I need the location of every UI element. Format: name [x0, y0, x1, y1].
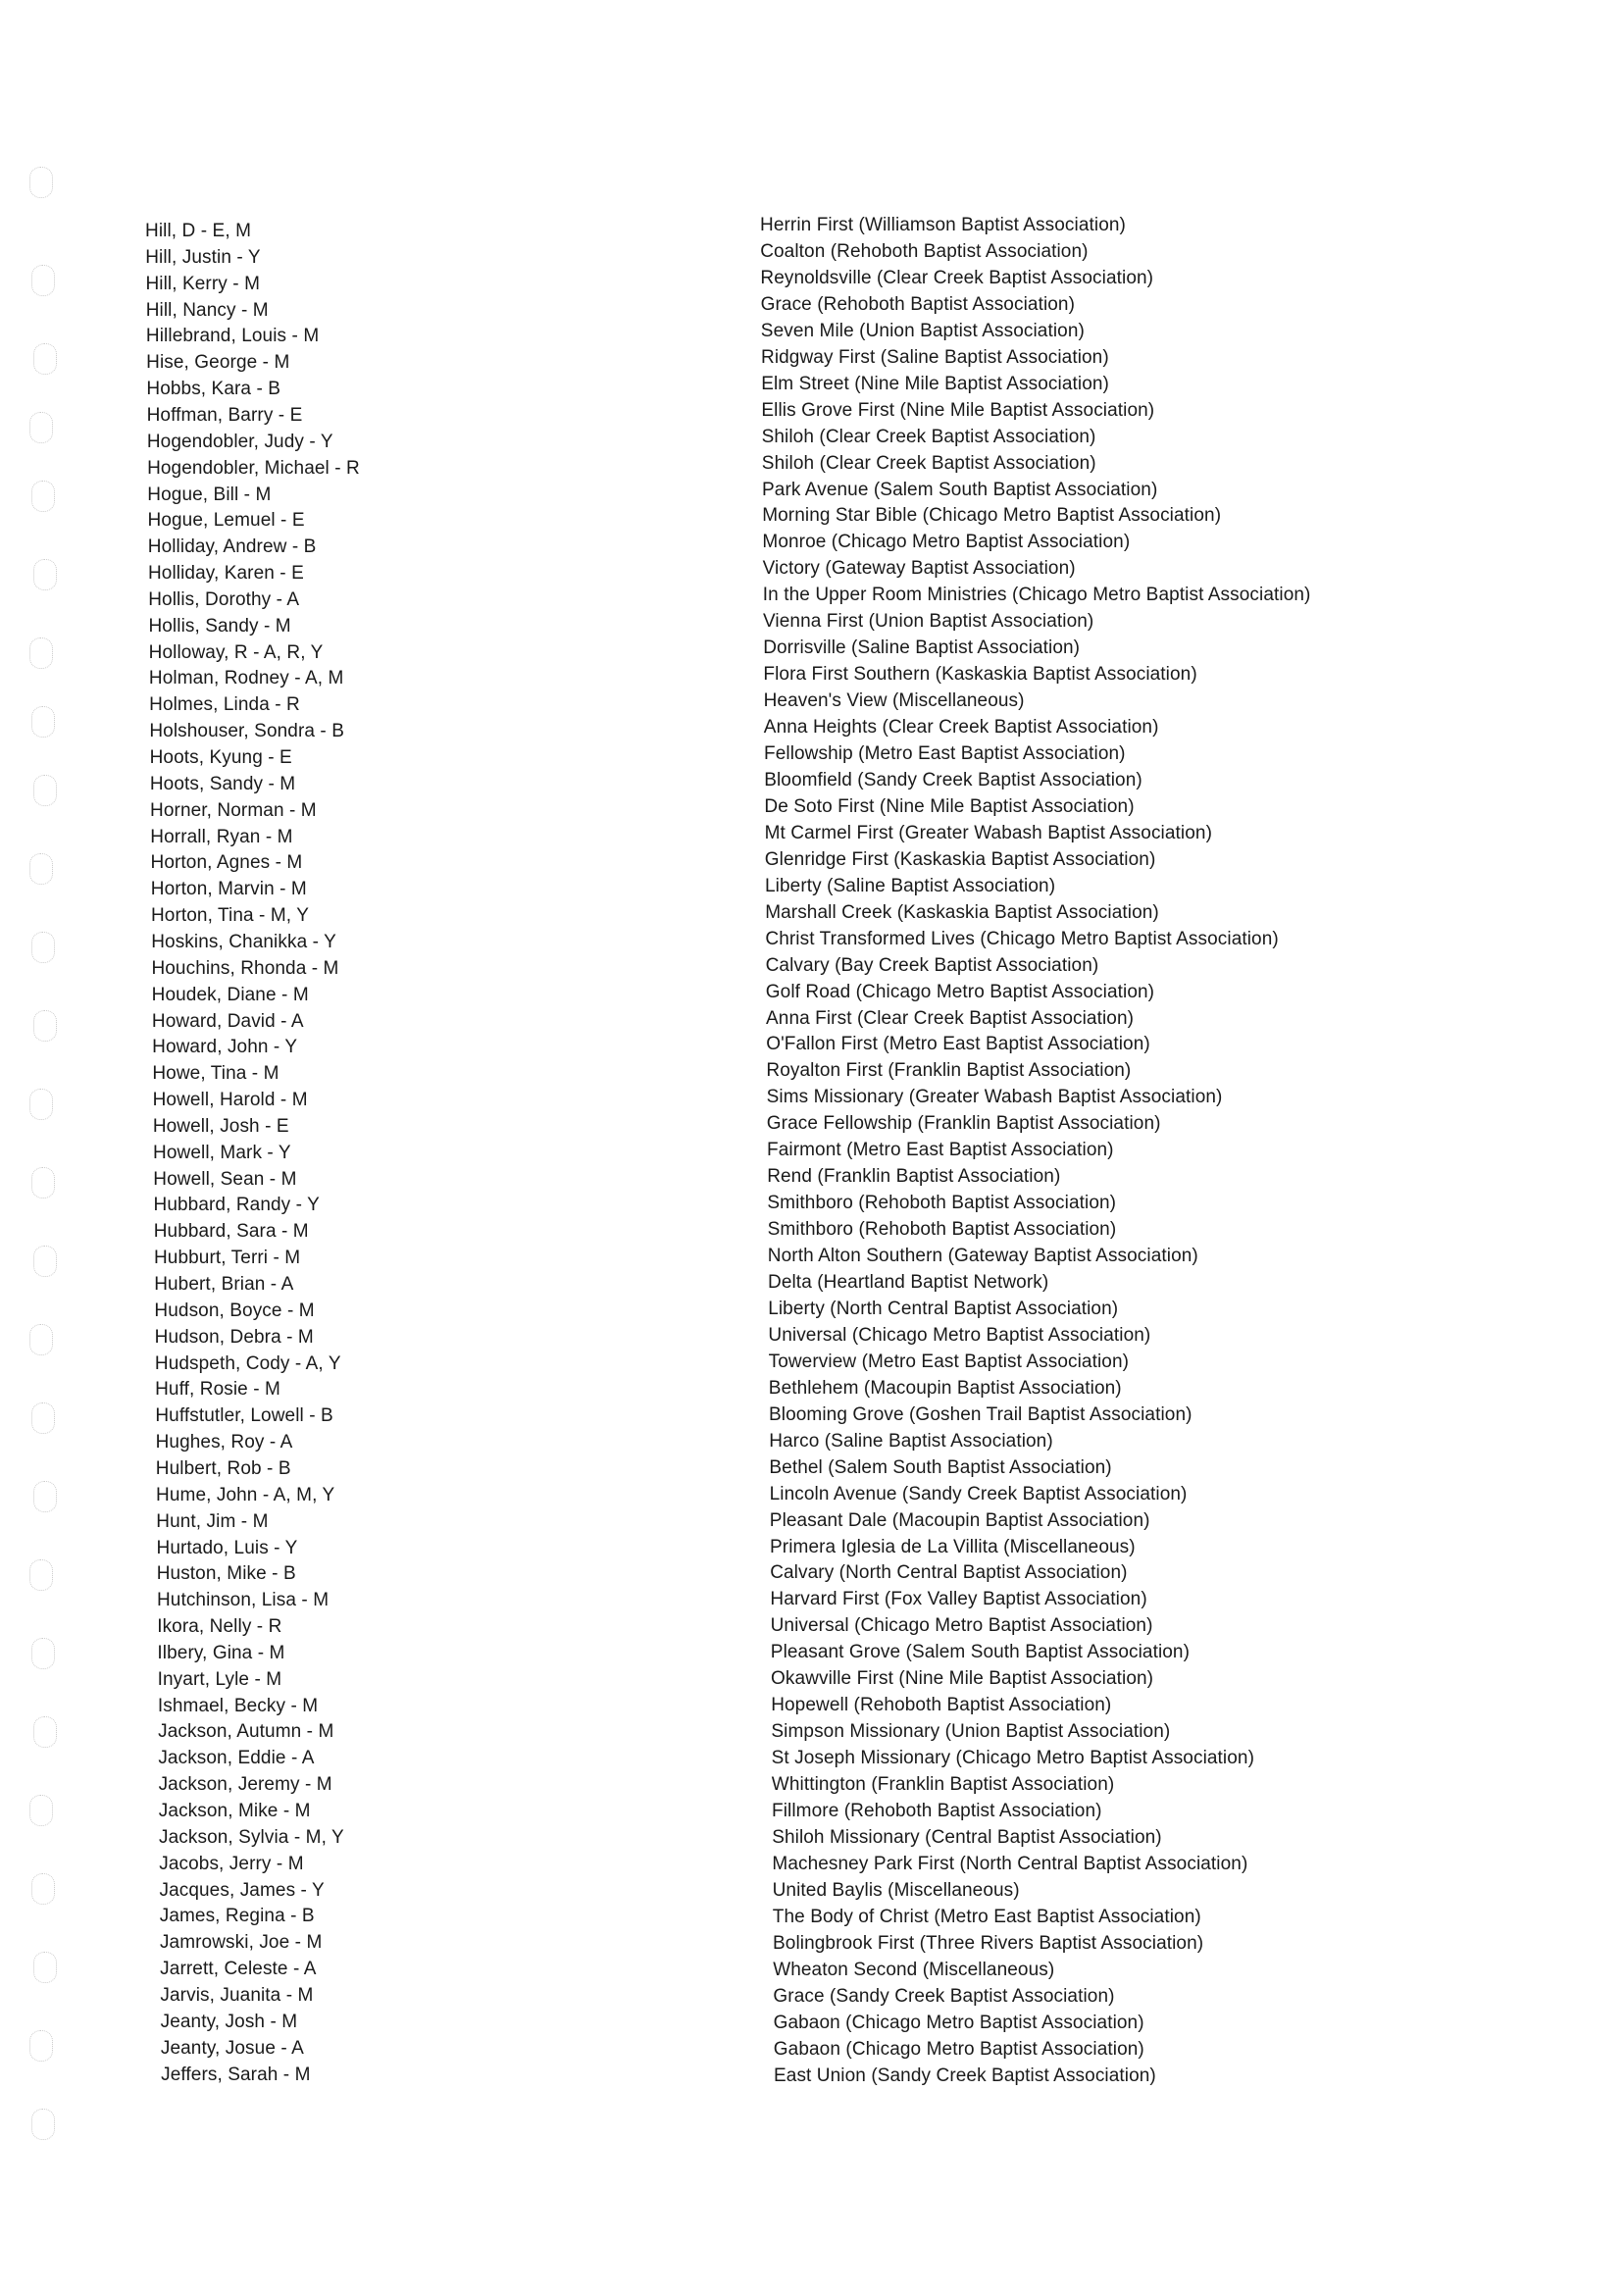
roster-church: In the Upper Room Ministries (Chicago Metro Baptist Association) [762, 585, 1311, 606]
roster-church: Grace Fellowship (Franklin Baptist Association) [766, 1113, 1161, 1135]
roster-church: North Alton Southern (Gateway Baptist Association) [767, 1246, 1198, 1267]
hole-mark [31, 481, 55, 512]
roster-name: Horton, Marvin - M [150, 879, 307, 900]
roster-name: Horton, Tina - M, Y [150, 905, 309, 927]
hole-mark [33, 1481, 57, 1512]
roster-name: Hunt, Jim - M [156, 1510, 269, 1532]
roster-name: Hogendobler, Judy - Y [146, 431, 333, 452]
hole-mark [31, 265, 55, 296]
roster-name: Ilbery, Gina - M [157, 1642, 285, 1663]
roster-church: Bolingbrook First (Three Rivers Baptist Association) [773, 1932, 1204, 1954]
roster-church: Shiloh Missionary (Central Baptist Association) [772, 1826, 1162, 1848]
roster-church: Okawville First (Nine Mile Baptist Association) [771, 1668, 1154, 1690]
roster-name: Howell, Harold - M [152, 1090, 308, 1111]
roster-church: Harvard First (Fox Valley Baptist Association) [770, 1589, 1147, 1610]
roster-church: Pleasant Grove (Salem South Baptist Association) [770, 1642, 1191, 1663]
roster-church: Seven Mile (Union Baptist Association) [760, 320, 1085, 341]
roster-church: Machesney Park First (North Central Baptist Association) [772, 1853, 1248, 1874]
roster-name: Hudspeth, Cody - A, Y [154, 1352, 341, 1374]
hole-mark [33, 343, 57, 375]
roster-name: Jeanty, Josh - M [160, 2011, 298, 2032]
roster-church: O'Fallon First (Metro East Baptist Association) [766, 1034, 1150, 1055]
roster-name: Holloway, R - A, R, Y [148, 641, 324, 663]
roster-name: Houdek, Diane - M [151, 984, 309, 1005]
hole-mark [29, 412, 53, 443]
roster-church: Pleasant Dale (Macoupin Baptist Association) [769, 1509, 1150, 1531]
roster-name: Howard, John - Y [152, 1037, 298, 1058]
roster-name: Hutchinson, Lisa - M [156, 1590, 330, 1611]
roster-name: Hollis, Sandy - M [148, 615, 291, 637]
roster-church: Bethel (Salem South Baptist Association) [769, 1456, 1112, 1478]
roster-church: Heaven's View (Miscellaneous) [763, 690, 1025, 712]
roster-church: Monroe (Chicago Metro Baptist Association) [762, 532, 1131, 553]
hole-mark [33, 1246, 57, 1277]
roster-name: Hubbard, Sara - M [153, 1221, 309, 1243]
roster-church: Gabaon (Chicago Metro Baptist Association) [773, 2038, 1144, 2060]
roster-church: Wheaton Second (Miscellaneous) [773, 1959, 1055, 1980]
roster-church: Glenridge First (Kaskaskia Baptist Association) [764, 848, 1156, 870]
roster-name: Holshouser, Sondra - B [149, 721, 344, 742]
roster-name: Hurtado, Luis - Y [156, 1537, 298, 1558]
roster-church: The Body of Christ (Metro East Baptist Association) [772, 1906, 1201, 1927]
roster-name: Howell, Mark - Y [153, 1142, 291, 1163]
roster-church: Lincoln Avenue (Sandy Creek Baptist Association) [769, 1483, 1188, 1504]
roster-name: Huston, Mike - B [156, 1563, 296, 1585]
hole-mark [31, 1167, 55, 1198]
roster-name: Howard, David - A [151, 1010, 304, 1032]
hole-mark [29, 1324, 53, 1355]
roster-name: Horrall, Ryan - M [150, 826, 293, 847]
hole-mark [31, 1402, 55, 1434]
roster-church: Bloomfield (Sandy Creek Baptist Association) [764, 769, 1142, 790]
roster-church: Flora First Southern (Kaskaskia Baptist Association) [763, 664, 1197, 686]
roster-church: Calvary (Bay Creek Baptist Association) [765, 954, 1099, 976]
roster-name: Huffstutler, Lowell - B [155, 1405, 333, 1427]
roster-church: Delta (Heartland Baptist Network) [768, 1272, 1049, 1293]
roster-name: Houchins, Rhonda - M [151, 957, 339, 979]
roster-church: Morning Star Bible (Chicago Metro Baptist Association) [762, 505, 1222, 527]
roster-church: Simpson Missionary (Union Baptist Association) [771, 1721, 1171, 1743]
roster-church: Hopewell (Rehoboth Baptist Association) [771, 1695, 1112, 1716]
roster-name: Hubert, Brian - A [154, 1274, 294, 1295]
hole-mark [31, 1638, 55, 1669]
roster-church: Fellowship (Metro East Baptist Association) [764, 743, 1126, 764]
roster-name: Inyart, Lyle - M [157, 1668, 282, 1690]
hole-mark [29, 167, 53, 198]
roster-name: Howe, Tina - M [152, 1063, 279, 1085]
roster-name: Holman, Rodney - A, M [148, 668, 344, 689]
roster-church: St Joseph Missionary (Chicago Metro Baptist Association) [771, 1748, 1255, 1769]
roster-name: Hill, D - E, M [145, 221, 252, 241]
hole-mark [33, 775, 57, 806]
roster-church: Grace (Rehoboth Baptist Association) [760, 293, 1076, 315]
roster-church: Universal (Chicago Metro Baptist Association) [768, 1324, 1151, 1346]
roster-name: Ikora, Nelly - R [157, 1616, 282, 1638]
roster-name: Jarrett, Celeste - A [160, 1959, 317, 1980]
roster-name: Jackson, Jeremy - M [158, 1774, 332, 1796]
roster-name: Horner, Norman - M [150, 799, 317, 821]
roster-church: Ellis Grove First (Nine Mile Baptist Association) [761, 399, 1155, 421]
roster-name: Jacques, James - Y [159, 1879, 325, 1901]
roster-name: Jacobs, Jerry - M [159, 1853, 304, 1874]
roster-name: Huff, Rosie - M [155, 1379, 280, 1401]
hole-mark [33, 559, 57, 590]
roster-church: Reynoldsville (Clear Creek Baptist Association) [760, 267, 1154, 288]
roster-church: Fillmore (Rehoboth Baptist Association) [772, 1801, 1102, 1821]
roster-name: Hulbert, Rob - B [155, 1457, 291, 1479]
roster-church: Herrin First (Williamson Baptist Association) [760, 215, 1126, 235]
roster-church: Universal (Chicago Metro Baptist Association) [770, 1615, 1153, 1637]
roster-church: Ridgway First (Saline Baptist Association) [761, 346, 1109, 368]
roster-name: Ishmael, Becky - M [157, 1695, 319, 1716]
roster-church: Smithboro (Rehoboth Baptist Association) [767, 1193, 1117, 1214]
roster-church: Royalton First (Franklin Baptist Association) [766, 1060, 1132, 1082]
roster-name: Hoots, Kyung - E [149, 747, 292, 768]
roster-church: Smithboro (Rehoboth Baptist Association) [767, 1219, 1117, 1241]
roster-church: Harco (Saline Baptist Association) [769, 1430, 1053, 1452]
roster-church: Grace (Sandy Creek Baptist Association) [773, 1985, 1115, 2007]
hole-mark [33, 1010, 57, 1042]
roster-church: Anna Heights (Clear Creek Baptist Association) [763, 717, 1159, 739]
roster-church: East Union (Sandy Creek Baptist Association) [774, 2065, 1156, 2086]
roster-church: Whittington (Franklin Baptist Association) [771, 1774, 1115, 1796]
hole-mark [29, 637, 53, 669]
roster-name: Jamrowski, Joe - M [159, 1932, 323, 1954]
roster-name: Horton, Agnes - M [150, 852, 303, 874]
roster-church: Liberty (Saline Baptist Association) [765, 875, 1056, 896]
roster-name: Hill, Justin - Y [145, 246, 261, 268]
roster-church: Rend (Franklin Baptist Association) [767, 1166, 1061, 1188]
roster-church: Mt Carmel First (Greater Wabash Baptist Association) [764, 822, 1212, 843]
roster-name: Jeffers, Sarah - M [161, 2064, 311, 2085]
roster-name: Hobbs, Kara - B [146, 379, 281, 400]
roster-church: United Baylis (Miscellaneous) [772, 1879, 1020, 1901]
roster-church: Towerview (Metro East Baptist Association) [768, 1351, 1130, 1372]
roster-name: Hudson, Debra - M [154, 1326, 314, 1348]
roster-name: Hoskins, Chanikka - Y [151, 931, 336, 952]
roster-name: Holliday, Karen - E [147, 563, 304, 585]
roster-name: Hollis, Dorothy - A [148, 588, 300, 610]
roster-name: Jarvis, Juanita - M [160, 1984, 314, 2006]
roster-church: Bethlehem (Macoupin Baptist Association) [768, 1377, 1122, 1399]
roster-church: Primera Iglesia de La Villita (Miscellaneous) [770, 1536, 1136, 1557]
roster-church: Golf Road (Chicago Metro Baptist Association) [765, 981, 1155, 1002]
roster-church: Victory (Gateway Baptist Association) [762, 558, 1076, 580]
roster-church: Dorrisville (Saline Baptist Association) [763, 637, 1081, 659]
roster-name: James, Regina - B [159, 1906, 315, 1927]
roster-name: Hise, George - M [146, 352, 290, 374]
roster-name: Hill, Nancy - M [145, 299, 269, 321]
roster-name: Holliday, Andrew - B [147, 536, 317, 558]
hole-mark [31, 1873, 55, 1905]
roster-name: Hogue, Bill - M [147, 484, 272, 505]
roster-name: Hill, Kerry - M [145, 273, 261, 294]
hole-mark [29, 1559, 53, 1591]
hole-mark [29, 1089, 53, 1120]
hole-mark [31, 706, 55, 738]
roster-name: Hoffman, Barry - E [146, 404, 303, 426]
roster-church: De Soto First (Nine Mile Baptist Association) [764, 795, 1135, 817]
hole-mark [29, 1795, 53, 1826]
hole-mark [29, 853, 53, 885]
roster-church: Coalton (Rehoboth Baptist Association) [760, 240, 1089, 262]
roster-name: Howell, Sean - M [153, 1168, 297, 1190]
roster-name: Howell, Josh - E [152, 1115, 289, 1137]
hole-mark [33, 1716, 57, 1748]
roster-name: Hoots, Sandy - M [149, 773, 296, 794]
roster-name: Hubbard, Randy - Y [153, 1195, 320, 1216]
roster-name: Jackson, Autumn - M [158, 1721, 334, 1743]
roster-name: Hudson, Boyce - M [154, 1300, 315, 1321]
roster-name: Jackson, Mike - M [158, 1801, 311, 1821]
roster-church: Blooming Grove (Goshen Trail Baptist Association) [769, 1403, 1193, 1425]
roster-church: Sims Missionary (Greater Wabash Baptist Association) [766, 1087, 1223, 1108]
roster-name: Jackson, Sylvia - M, Y [159, 1826, 344, 1848]
roster-church: Calvary (North Central Baptist Association) [770, 1562, 1128, 1584]
binder-hole-marks [22, 147, 80, 2158]
roster-name: Hughes, Roy - A [155, 1432, 293, 1453]
roster-name: Holmes, Linda - R [149, 694, 300, 716]
roster-church: Park Avenue (Salem South Baptist Association) [762, 479, 1158, 500]
roster-name: Hillebrand, Louis - M [145, 326, 320, 347]
roster-church: Shiloh (Clear Creek Baptist Association) [761, 452, 1096, 474]
hole-mark [29, 2030, 53, 2062]
roster-name: Hogendobler, Michael - R [147, 457, 360, 479]
roster-church: Vienna First (Union Baptist Association) [763, 611, 1094, 633]
roster-name: Hubburt, Terri - M [153, 1248, 301, 1269]
roster-name: Hogue, Lemuel - E [147, 510, 305, 532]
roster-church: Elm Street (Nine Mile Baptist Association) [761, 373, 1109, 394]
roster-name: Jeanty, Josue - A [160, 2037, 304, 2059]
roster-church: Liberty (North Central Baptist Association) [768, 1298, 1119, 1319]
roster-church: Marshall Creek (Kaskaskia Baptist Association) [765, 901, 1159, 923]
roster-church: Shiloh (Clear Creek Baptist Association) [761, 426, 1096, 447]
hole-mark [31, 2109, 55, 2140]
roster-church: Gabaon (Chicago Metro Baptist Association) [773, 2012, 1144, 2033]
roster-church: Fairmont (Metro East Baptist Association) [767, 1140, 1114, 1161]
hole-mark [31, 932, 55, 963]
roster-name: Hume, John - A, M, Y [156, 1484, 335, 1505]
roster-church: Anna First (Clear Creek Baptist Association) [766, 1007, 1135, 1029]
roster-church: Christ Transformed Lives (Chicago Metro Baptist Association) [765, 928, 1279, 949]
hole-mark [33, 1952, 57, 1983]
roster-name: Jackson, Eddie - A [158, 1748, 315, 1769]
